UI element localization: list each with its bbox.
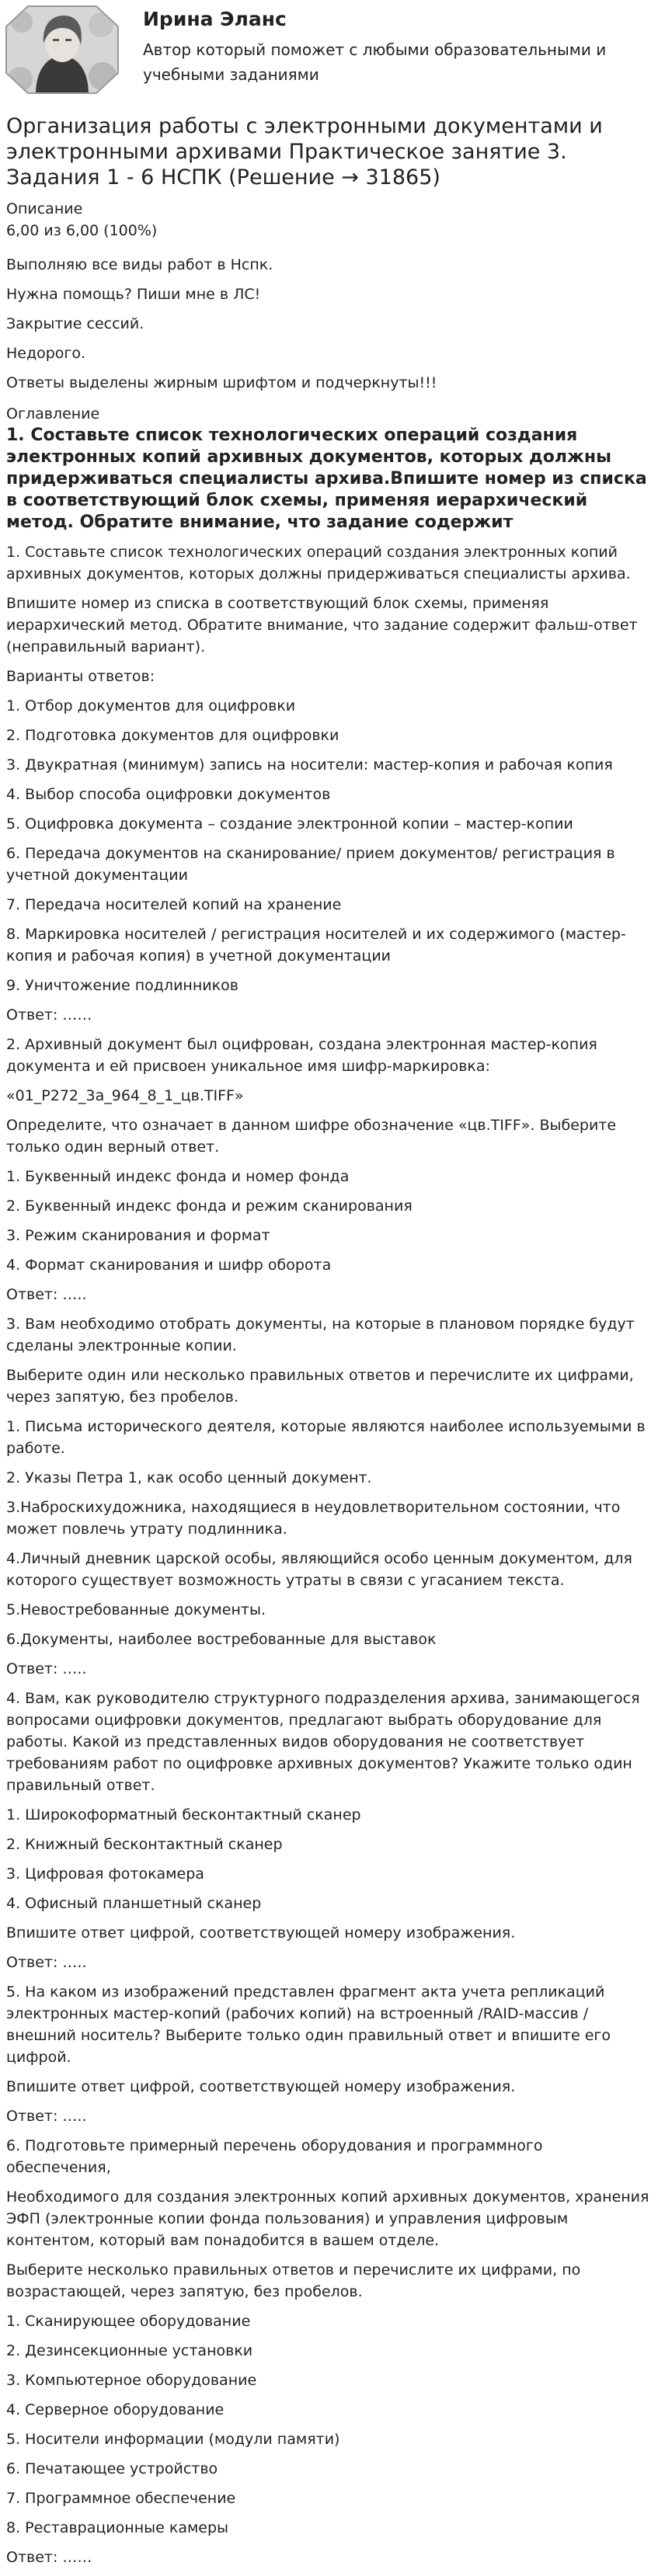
body-paragraph: Определите, что означает в данном шифре обозначение «цв.TIFF». Выберите только один верный ответ.: [6, 1117, 617, 1156]
body-paragraph: Варианты ответов:: [6, 668, 155, 685]
body-paragraph: 4.Личный дневник царской особы, являющийся особо ценным документом, для которого существует возможность утраты в связи с угасанием текста.: [6, 1550, 632, 1589]
body-paragraph: 4. Серверное оборудование: [6, 2401, 225, 2418]
document-body: [6, 541, 651, 2568]
body-paragraph: Ответ: …..: [6, 1954, 87, 1971]
description-label: Описание: [6, 200, 83, 217]
body-paragraph: 8. Реставрационные камеры: [6, 2519, 229, 2536]
intro-section: [6, 254, 651, 394]
body-paragraph: 4. Офисный планшетный сканер: [6, 1895, 262, 1912]
body-paragraph: 2. Буквенный индекс фонда и режим сканирования: [6, 1198, 413, 1215]
body-paragraph: 3. Вам необходимо отобрать документы, на которые в плановом порядке будут сделаны электронные копии.: [6, 1316, 635, 1354]
body-paragraph: 6. Передача документов на сканирование/ прием документов/ регистрация в учетной документации: [6, 845, 615, 884]
intro-paragraph: Ответы выделены жирным шрифтом и подчеркнуты!!!: [6, 374, 437, 391]
body-paragraph: 3. Двукратная (минимум) запись на носители: мастер-копия и рабочая копия: [6, 756, 613, 773]
body-paragraph: Впишите номер из списка в соответствующий блок схемы, применяя иерархический метод. Обратите внимание, что задание содержит фальш-ответ (неправильный вариант).: [6, 595, 638, 655]
body-paragraph: 5. Оцифровка документа – создание электронной копии – мастер-копии: [6, 815, 573, 833]
body-paragraph: 9. Уничтожение подлинников: [6, 977, 238, 994]
author-name[interactable]: Ирина Эланс: [143, 8, 287, 30]
body-paragraph: Впишите ответ цифрой, соответствующей номеру изображения.: [6, 2078, 516, 2095]
body-paragraph: 2. Указы Петра 1, как особо ценный документ.: [6, 1469, 372, 1486]
body-paragraph: Ответ: …..: [6, 1286, 87, 1303]
author-description: Автор который поможет с любыми образовательными и учебными заданиями: [143, 40, 607, 84]
intro-paragraph: Нужна помощь? Пиши мне в ЛС!: [6, 286, 261, 303]
intro-paragraph: Закрытие сессий.: [6, 315, 144, 332]
document-title: Организация работы с электронными документами и электронными архивами Практическое занятие 3. Задания 1 - 6 НСПК (Решение → 31865): [6, 114, 603, 189]
intro-paragraph: Недорого.: [6, 345, 86, 362]
body-paragraph: Ответ: …..: [6, 1660, 87, 1677]
body-paragraph: 6. Подготовьте примерный перечень оборудования и программного обеспечения,: [6, 2137, 543, 2176]
body-paragraph: Ответ: …..: [6, 2108, 87, 2125]
body-paragraph: 1. Широкоформатный бесконтактный сканер: [6, 1806, 361, 1823]
body-paragraph: 2. Дезинсекционные установки: [6, 2342, 253, 2359]
toc-label: Оглавление: [6, 405, 100, 422]
body-paragraph: Впишите ответ цифрой, соответствующей номеру изображения.: [6, 1924, 516, 1942]
body-paragraph: 1. Письма исторического деятеля, которые являются наиболее используемыми в работе.: [6, 1418, 646, 1457]
body-paragraph: 3. Компьютерное оборудование: [6, 2372, 257, 2389]
body-paragraph: 6.Документы, наиболее востребованные для выставок: [6, 1631, 437, 1648]
body-paragraph: 8. Маркировка носителей / регистрация носителей и их содержимого (мастер-копия и рабочая копия) в учетной документации: [6, 926, 626, 965]
body-paragraph: Выберите один или несколько правильных ответов и перечислите их цифрами, через запятую, без пробелов.: [6, 1367, 634, 1406]
body-paragraph: 1. Составьте список технологических операций создания электронных копий архивных документов, которых должны придерживаться специалисты архива.: [6, 544, 631, 582]
body-paragraph: 3. Режим сканирования и формат: [6, 1227, 270, 1244]
body-paragraph: 3. Цифровая фотокамера: [6, 1865, 204, 1882]
author-avatar-icon[interactable]: [5, 5, 120, 95]
rating-value: 6,00 из 6,00 (100%): [6, 222, 158, 239]
body-paragraph: 5.Невостребованные документы.: [6, 1601, 266, 1618]
body-paragraph: 7. Передача носителей копий на хранение: [6, 896, 342, 913]
body-paragraph: 5. Носители информации (модули памяти): [6, 2431, 340, 2448]
body-paragraph: 1. Отбор документов для оцифровки: [6, 697, 296, 714]
body-paragraph: 2. Книжный бесконтактный сканер: [6, 1836, 283, 1853]
body-paragraph: 7. Программное обеспечение: [6, 2490, 236, 2507]
body-paragraph: Ответ: ……: [6, 1006, 92, 1024]
body-paragraph: 2. Подготовка документов для оцифровки: [6, 727, 339, 744]
document-content: [6, 113, 651, 2576]
body-paragraph: 4. Формат сканирования и шифр оборота: [6, 1257, 332, 1274]
body-paragraph: 1. Буквенный индекс фонда и номер фонда: [6, 1168, 350, 1185]
body-paragraph: Ответ: ……: [6, 2549, 92, 2566]
author-header: [0, 0, 658, 101]
body-paragraph: 3.Наброскихудожника, находящиеся в неудовлетворительном состоянии, что может повлечь утрату подлинника.: [6, 1499, 621, 1538]
body-paragraph: 2. Архивный документ был оцифрован, создана электронная мастер-копия документа и ей присвоен уникальное имя шифр-маркировка:: [6, 1036, 597, 1075]
body-paragraph: Необходимого для создания электронных копий архивных документов, хранения ЭФП (электронные копии фонда пользования) и управления цифровым контентом, который вам понадобится в вашем отделе.: [6, 2188, 649, 2249]
intro-paragraph: Выполняю все виды работ в Нспк.: [6, 256, 273, 273]
body-paragraph: 4. Выбор способа оцифровки документов: [6, 786, 331, 803]
body-paragraph: 1. Сканирующее оборудование: [6, 2313, 251, 2330]
body-paragraph: Выберите несколько правильных ответов и перечислите их цифрами, по возрастающей, через запятую, без пробелов.: [6, 2261, 581, 2300]
body-paragraph: 4. Вам, как руководителю структурного подразделения архива, занимающегося вопросами оцифровки документов, предлагают выбрать оборудование для работы. Какой из представленных видов оборудования не соответствует требованиям работ по оцифровке архивных документов? Укажите только один правильный ответ.: [6, 1690, 640, 1794]
body-paragraph: 5. На каком из изображений представлен фрагмент акта учета репликаций электронных мастер-копий (рабочих копий) на встроенный /RAID-массив / внешний носитель? Выберите только один правильный ответ и впишите его цифрой.: [6, 1983, 611, 2066]
body-paragraph: 6. Печатающее устройство: [6, 2460, 218, 2477]
body-paragraph: «01_P272_3а_964_8_1_цв.TIFF»: [6, 1087, 244, 1104]
toc-heading[interactable]: 1. Составьте список технологических операций создания электронных копий архивных документов, которых должны придерживаться специалисты архива.Впишите номер из списка в соответствующий блок схемы, применяя иерархический метод. Обратите внимание, что задание содержит: [6, 426, 647, 532]
